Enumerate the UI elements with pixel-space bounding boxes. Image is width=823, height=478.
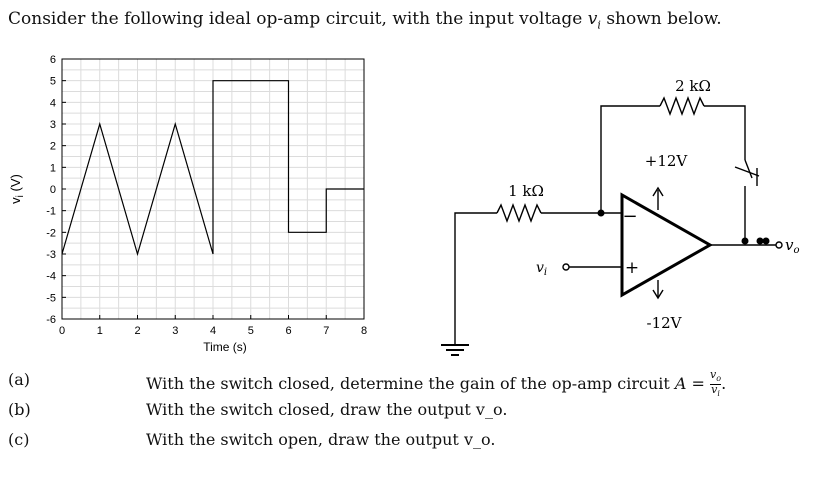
y-tick-label: 4 <box>49 97 56 110</box>
intro-var: $v_i$ <box>587 9 601 32</box>
input-label: $v_i$ <box>536 260 548 278</box>
question-text: With the switch closed, determine the gain of the op-amp circuit A = $\frac{v_o}{v_i}$ . <box>146 368 727 399</box>
x-tick-label: 2 <box>134 325 141 337</box>
question-c <box>0 430 823 454</box>
input-resistor <box>497 205 541 221</box>
intro-suffix: shown below. <box>606 9 722 29</box>
y-tick-label: 0 <box>49 184 56 196</box>
input-wire <box>455 213 497 345</box>
feedback-wire-right <box>704 106 745 160</box>
y-tick-label: -3 <box>46 249 56 261</box>
question-text: With the switch closed, draw the output v_o. <box>146 400 508 419</box>
y-tick-label: -2 <box>46 227 56 240</box>
input-resistor-label: 1 kΩ <box>508 182 544 200</box>
y-tick-label: 6 <box>49 54 56 66</box>
x-tick-label: 4 <box>209 325 217 337</box>
output-node-2 <box>757 238 764 245</box>
output-terminal[interactable] <box>776 242 782 248</box>
op-amp-circuit <box>441 98 782 355</box>
inverting-sign: − <box>622 206 638 227</box>
y-tick-label: -4 <box>46 270 56 283</box>
x-axis-label: Time (s) <box>203 340 247 354</box>
y-tick-label: -1 <box>46 205 56 218</box>
noninverting-sign: + <box>624 258 640 278</box>
y-tick-label: 5 <box>49 75 56 88</box>
x-tick-label: 7 <box>323 325 330 337</box>
y-tick-label: 3 <box>49 119 56 131</box>
intro-prefix: Consider the following ideal op-amp circuit, with the input voltage <box>8 9 583 29</box>
ground-symbol <box>441 345 469 355</box>
x-tick-labels <box>59 325 367 337</box>
y-tick-label: 1 <box>49 162 56 175</box>
question-letter: (b) <box>8 400 31 419</box>
y-axis-label: $v_i$ (V) <box>8 174 26 204</box>
x-tick-label: 8 <box>360 325 368 337</box>
y-tick-label: -6 <box>46 314 56 326</box>
feedback-resistor <box>660 98 704 114</box>
switch[interactable] <box>735 160 759 186</box>
feedback-node <box>598 210 605 217</box>
feedback-resistor-label: 2 kΩ <box>675 77 711 95</box>
y-tick-labels <box>46 54 56 326</box>
output-label: $v_o$ <box>785 236 800 256</box>
y-tick-label: 2 <box>49 140 56 153</box>
question-letter: (c) <box>8 430 30 449</box>
question-letter: (a) <box>8 370 31 389</box>
supply-neg-label: -12V <box>646 314 682 332</box>
input-terminal[interactable] <box>563 264 569 270</box>
output-node-3 <box>763 238 770 245</box>
x-tick-label: 6 <box>285 325 292 337</box>
question-b <box>0 400 823 424</box>
question-a <box>0 368 823 399</box>
x-tick-label: 1 <box>96 325 103 337</box>
x-tick-label: 0 <box>58 325 66 337</box>
question-text: With the switch open, draw the output v_o. <box>146 430 496 449</box>
supply-pos-label: +12V <box>644 152 688 170</box>
y-tick-label: -5 <box>46 292 56 305</box>
x-tick-label: 5 <box>247 325 254 337</box>
x-tick-label: 3 <box>172 325 179 337</box>
